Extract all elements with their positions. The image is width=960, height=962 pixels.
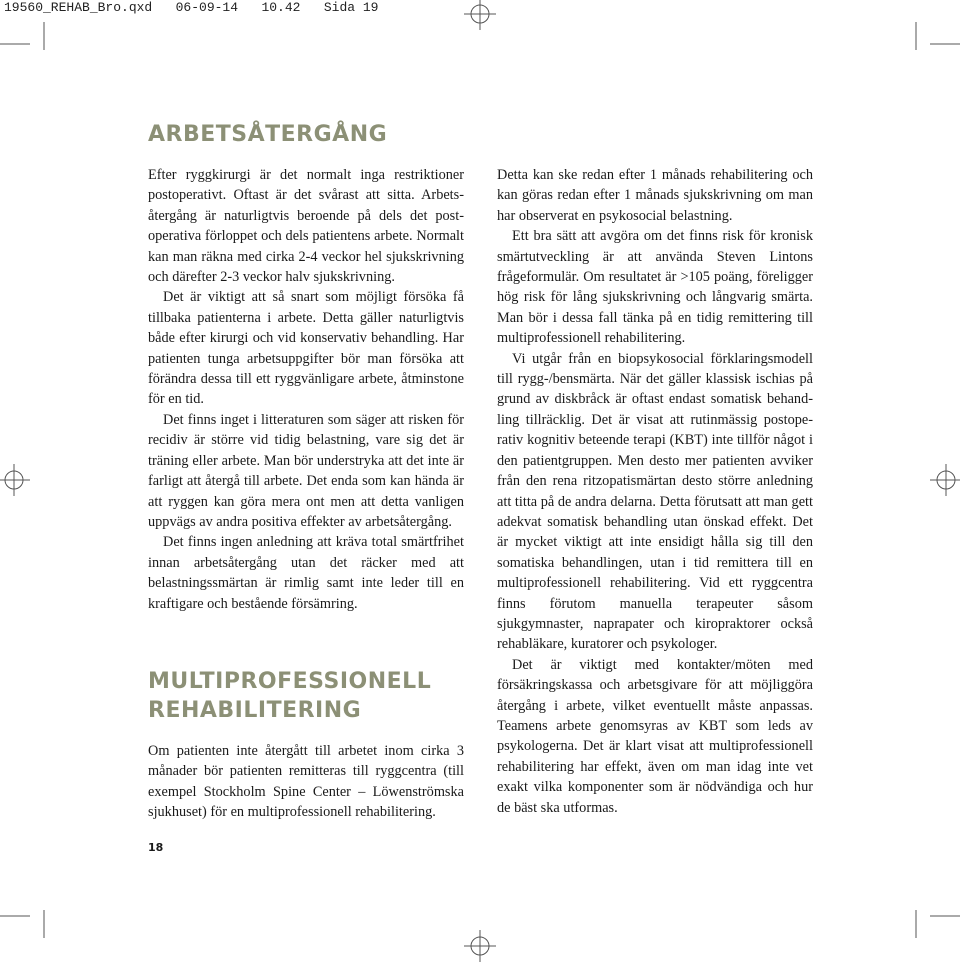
page-number: 18 xyxy=(148,841,164,854)
registration-mark-right-icon xyxy=(930,464,960,496)
paragraph: Ett bra sätt att avgöra om det finns risk för kronisk smärtutveckling är att använda Steven Lintons frågeformulär. Om resultatet är >105 poäng, föreligger hög risk för lång sjukskrivning och långvarig smärta. Man bör i dessa fall tänka på en tidig remittering till multiprofessionell rehabilitering. xyxy=(497,228,813,347)
crop-mark-bottom-left-icon xyxy=(0,910,50,960)
paragraph: Efter ryggkirurgi är det normalt inga restriktioner postoperativt. Oftast är det svårast att sitta. Arbetsåtergång är naturligtvis beroende på dels det postoperativa förloppet och dels patientens arbete. Normalt kan man räkna med cirka 2-4 veckor hel sjukskrivning och därefter 2-3 veckor halv sjukskrivning. xyxy=(148,167,464,286)
paragraph: Det finns ingen anledning att kräva total smärtfrihet innan arbetsåtergång utan det räcker med att belastningssmärtan är rimlig samt inte leder till en kraftigare och bestående försämring. xyxy=(148,534,464,612)
crop-mark-top-left-icon xyxy=(0,0,50,50)
left-column-section2 xyxy=(148,741,464,823)
left-column-section1 xyxy=(148,165,464,614)
crop-mark-bottom-right-icon xyxy=(910,910,960,960)
paragraph: Om patienten inte återgått till arbetet inom cirka 3 månader bör patienten remitteras till ryggcentra (till exempel Stockholm Spine Center – Löwenströmska sjukhuset) för en multiprofessionell rehabilitering. xyxy=(148,743,464,821)
paragraph: Det är viktigt med kontakter/möten med försäkringskassa och arbetsgivare för att möjliggöra återgång i arbete, vilket eventuellt måste anpassas. Teamens arbete genomsyras av KBT som leds av psykologerna. Det är klart visat att multiprofessionell rehabilitering har effekt, även om man idag inte vet exakt vilka komponenter som är nödvändiga och hur de bäst ska utformas. xyxy=(497,656,813,816)
paragraph: Det finns inget i litteraturen som säger att risken för recidiv är större vid tidig belastning, vare sig det är träning eller arbete. Man bör understryka att det inte är farligt att återgå till arbete. Det enda som kan hända är att ryggen kan göra mera ont men att detta vanligen uppvägs av andra positiva effekter av arbetsåtergång. xyxy=(148,411,464,530)
heading-line: MULTIPROFESSIONELL xyxy=(148,669,432,694)
heading-line: REHABILITERING xyxy=(148,698,362,723)
right-column xyxy=(497,165,813,818)
registration-mark-top-icon xyxy=(464,0,496,30)
registration-mark-left-icon xyxy=(0,464,30,496)
paragraph: Vi utgår från en biopsykosocial förklaringsmodell till rygg-/bensmärta. När det gäller klassisk ischias på grund av diskbråck är oftast endast somatisk behandling tillräcklig. Det är visat att rutinmässig postoperativ kognitiv beteende terapi (KBT) inte tillför något i den patientgruppen. Men desto mer patienten avviker från den rena ritzopatismärtan desto större anledning att titta på de andra delarna. Detta förutsatt att man gett adekvat somatisk behandling utan önskad effekt. Det är mycket viktigt att inte ensidigt hålla sig till den somatiska behandlingen, utan i tid remittera till en multiprofessionell rehabilitering. Vid ett ryggcentra finns förutom manuella terapeuter såsom sjukgymnaster, naprapater och kiropraktorer också rehabläkare, kuratorer och psykologer. xyxy=(497,350,813,653)
print-slug: 19560_REHAB_Bro.qxd 06-09-14 10.42 Sida 19 xyxy=(4,0,379,15)
crop-mark-top-right-icon xyxy=(910,0,960,50)
section-heading-arbetsatergang: ARBETSÅTERGÅNG xyxy=(148,122,388,147)
paragraph: Det är viktigt att så snart som möjligt försöka få tillbaka patienterna i arbete. Detta gäller naturligtvis både efter kirurgi och vid konservativ behandling. Har patienten tunga arbetsuppgifter bör man försöka att förändra dessa till ett ryggvänligare arbete, åtminstone för en tid. xyxy=(148,289,464,408)
section-heading-multiprofessionell-rehabilitering xyxy=(148,667,488,725)
paragraph: Detta kan ske redan efter 1 månads rehabilitering och kan göras redan efter 1 månads sjukskrivning om man har observerat en psykosocial belastning. xyxy=(497,167,813,224)
registration-mark-bottom-icon xyxy=(464,930,496,962)
